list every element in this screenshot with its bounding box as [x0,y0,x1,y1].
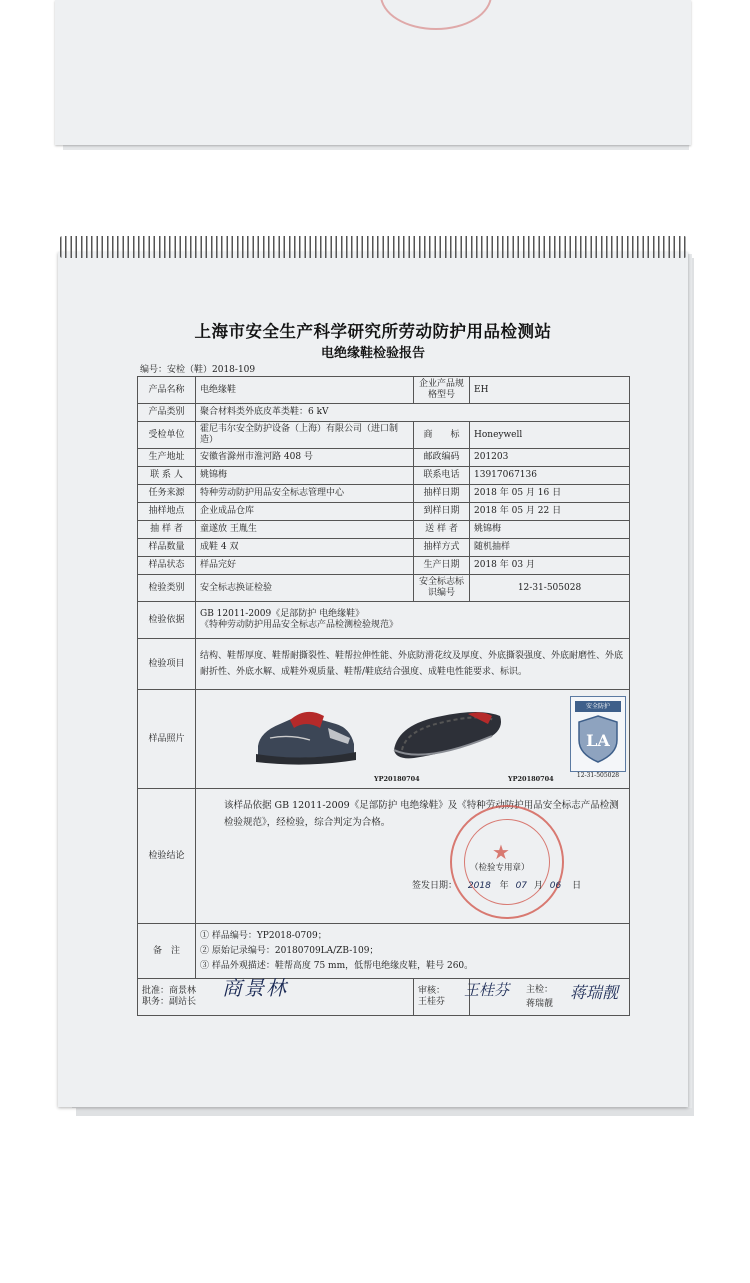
issue-month-unit: 月 [533,881,543,891]
label-model: 企业产品规格型号 [414,377,470,404]
star-icon: ★ [492,840,510,864]
value-mark-no: 12-31-505028 [470,575,630,602]
value-contact: 姚锦梅 [196,467,414,485]
reviewer-signature: 王桂芬 [464,981,510,999]
photo-caption-1: YP20180704 [374,775,420,783]
issue-month: 07 [515,881,528,891]
seal-caption: （检验专用章） [470,863,530,873]
value-postcode: 201203 [470,449,630,467]
reviewer-cell [414,979,470,1016]
label-postcode: 邮政编码 [414,449,470,467]
issue-year-unit: 年 [499,881,509,891]
la-mark-text: LA [586,731,610,750]
label-category: 产品类别 [138,404,196,422]
label-product-name: 产品名称 [138,377,196,404]
reviewer-label: 审核： [418,986,446,996]
label-prod-date: 生产日期 [414,557,470,575]
note-1: ① 样品编号：YP2018-0709； [200,930,327,941]
top-stamp-fragment [380,0,492,30]
conclusion-text: 该样品依据 GB 12011-2009《足部防护 电绝缘鞋》及《特种劳动防护用品安全标志产品检测检验规范》，经检验，综合判定为合格。 [224,800,619,828]
issue-date-label: 签发日期： [412,881,458,891]
value-qty: 成鞋 4 双 [196,539,414,557]
basis-line-2: 《特种劳动防护用品安全标志产品检测检验规范》 [200,620,399,630]
issue-day-unit: 日 [572,881,582,891]
report-number: 编号：安检（鞋）2018-109 [140,365,256,375]
label-state: 样品状态 [138,557,196,575]
approver-cell [138,976,414,1016]
shoe-sole-image [384,694,510,772]
label-mark-no: 安全标志标识编号 [414,575,470,602]
approver-title: 职务：副站长 [142,997,197,1007]
value-method: 随机抽样 [470,539,630,557]
value-sampler: 童遂放 王胤生 [196,521,414,539]
la-mark-badge [570,696,626,779]
value-sender: 姚锦梅 [470,521,630,539]
value-site: 企业成品仓库 [196,503,414,521]
note-2: ② 原始记录编号：20180709LA/ZB-109； [200,945,379,956]
approver-signature: 商景林 [222,976,288,1000]
issue-day: 06 [549,881,562,891]
label-phone: 联系电话 [414,467,470,485]
photo-cell [196,690,630,789]
label-sender: 送 样 者 [414,521,470,539]
label-qty: 样品数量 [138,539,196,557]
shield-icon [571,712,625,764]
basis-line-1: GB 12011-2009《足部防护 电绝缘鞋》 [200,609,365,619]
chief-cell [464,979,630,1016]
value-arrive-date: 2018 年 05 月 22 日 [470,503,630,521]
value-model: EH [470,377,630,404]
photo-caption-2: YP20180704 [508,775,554,783]
la-mark-top: 安全防护 [575,701,621,712]
value-prod-date: 2018 年 03 月 [470,557,630,575]
issue-year: 2018 [467,881,491,891]
value-type: 安全标志换证检验 [196,575,414,602]
value-address: 安徽省滁州市淮河路 408 号 [196,449,414,467]
approver-label: 批准：商景林 [142,986,197,996]
label-brand: 商 标 [414,422,470,449]
label-address: 生产地址 [138,449,196,467]
inspection-seal [450,805,564,919]
value-category: 聚合材料类外底皮革类鞋：6 kV [196,404,630,422]
reviewer-name: 王桂芬 [418,997,446,1007]
value-brand: Honeywell [470,422,630,449]
label-conclusion: 检验结论 [138,789,196,924]
label-notes: 备 注 [138,924,196,979]
label-sampler: 抽 样 者 [138,521,196,539]
value-phone: 13917067136 [470,467,630,485]
label-basis: 检验依据 [138,602,196,639]
value-sample-date: 2018 年 05 月 16 日 [470,485,630,503]
top-sheet [55,0,691,145]
value-basis [196,602,630,639]
issue-date [412,881,581,892]
label-contact: 联 系 人 [138,467,196,485]
report-title: 电绝缘鞋检验报告 [320,346,425,361]
spiral-binding [60,236,686,258]
value-source: 特种劳动防护用品安全标志管理中心 [196,485,414,503]
value-product-name: 电绝缘鞋 [196,377,414,404]
label-unit: 受检单位 [138,422,196,449]
chief-label: 主检： [526,985,554,995]
label-source: 任务来源 [138,485,196,503]
label-sample-date: 抽样日期 [414,485,470,503]
note-3: ③ 样品外观描述：鞋帮高度 75 mm，低帮电绝缘皮鞋，鞋号 260。 [200,960,474,971]
label-arrive-date: 到样日期 [414,503,470,521]
chief-name: 蒋瑞靓 [526,999,554,1009]
label-method: 抽样方式 [414,539,470,557]
conclusion-cell [196,789,630,924]
label-photo: 样品照片 [138,690,196,789]
value-state: 样品完好 [196,557,414,575]
la-mark-number: 12-31-505028 [576,772,620,779]
label-items: 检验项目 [138,639,196,690]
org-title: 上海市安全生产科学研究所劳动防护用品检测站 [194,322,552,341]
label-type: 检验类别 [138,575,196,602]
shoe-side-image [250,694,362,772]
chief-signature: 蒋瑞靓 [570,983,619,1002]
report-table [137,376,630,1016]
value-unit: 霍尼韦尔安全防护设备（上海）有限公司（进口制造） [196,422,414,449]
value-items: 结构、鞋帮厚度、鞋帮耐撕裂性、鞋帮拉伸性能、外底防滑花纹及厚度、外底撕裂强度、外底耐磨性、外底耐折性、外底水解、成鞋外观质量、鞋帮/鞋底结合强度、成鞋电性能要求、标识。 [196,639,630,690]
notes-cell [196,924,630,979]
label-site: 抽样地点 [138,503,196,521]
